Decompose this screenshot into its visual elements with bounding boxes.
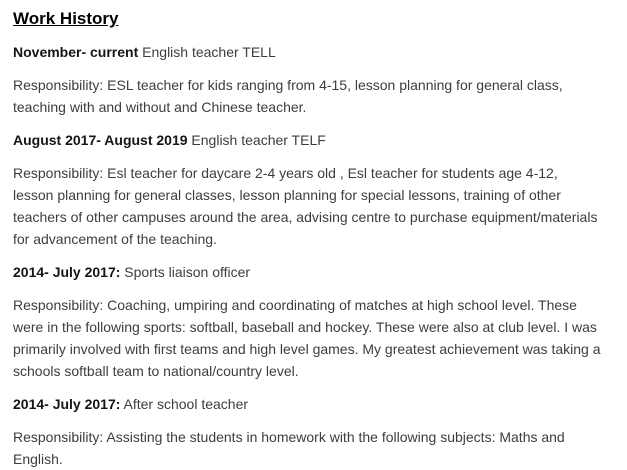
entry-role: After school teacher xyxy=(123,396,249,412)
entry-responsibility: Responsibility: Esl teacher for daycare 2-4 years old , Esl teacher for students age 4-12, lesson planning for general classes, lesson planning for special lessons, training of other teachers of other campuses around the area, advising centre to purchase equipment/materials for advancement of the teaching. xyxy=(13,165,598,247)
work-entry xyxy=(13,41,602,118)
entry-role: English teacher TELL xyxy=(142,44,276,60)
entry-responsibility: Responsibility: Coaching, umpiring and coordinating of matches at high school level. These were in the following sports: softball, baseball and hockey. These were also at club level. I was primarily involved with first teams and high level games. My greatest achievement was taking a schools softball team to national/country level. xyxy=(13,297,601,379)
work-entry xyxy=(13,393,602,470)
entry-heading xyxy=(13,41,602,63)
entry-heading xyxy=(13,129,602,151)
entry-period: 2014- July 2017: xyxy=(13,396,121,412)
work-entry xyxy=(13,261,602,382)
entry-period: 2014- July 2017: xyxy=(13,264,121,280)
entry-period: August 2017- August 2019 xyxy=(13,132,188,148)
entry-responsibility: Responsibility: ESL teacher for kids ranging from 4-15, lesson planning for general class, teaching with and without and Chinese teacher. xyxy=(13,77,563,115)
entry-heading xyxy=(13,261,602,283)
entry-role: English teacher TELF xyxy=(191,132,326,148)
entry-period: November- current xyxy=(13,44,139,60)
work-entry xyxy=(13,129,602,250)
entry-role: Sports liaison officer xyxy=(124,264,251,280)
page-title: Work History xyxy=(13,9,119,28)
entry-responsibility: Responsibility: Assisting the students in homework with the following subjects: Maths and English. xyxy=(13,429,565,467)
entry-heading xyxy=(13,393,602,415)
